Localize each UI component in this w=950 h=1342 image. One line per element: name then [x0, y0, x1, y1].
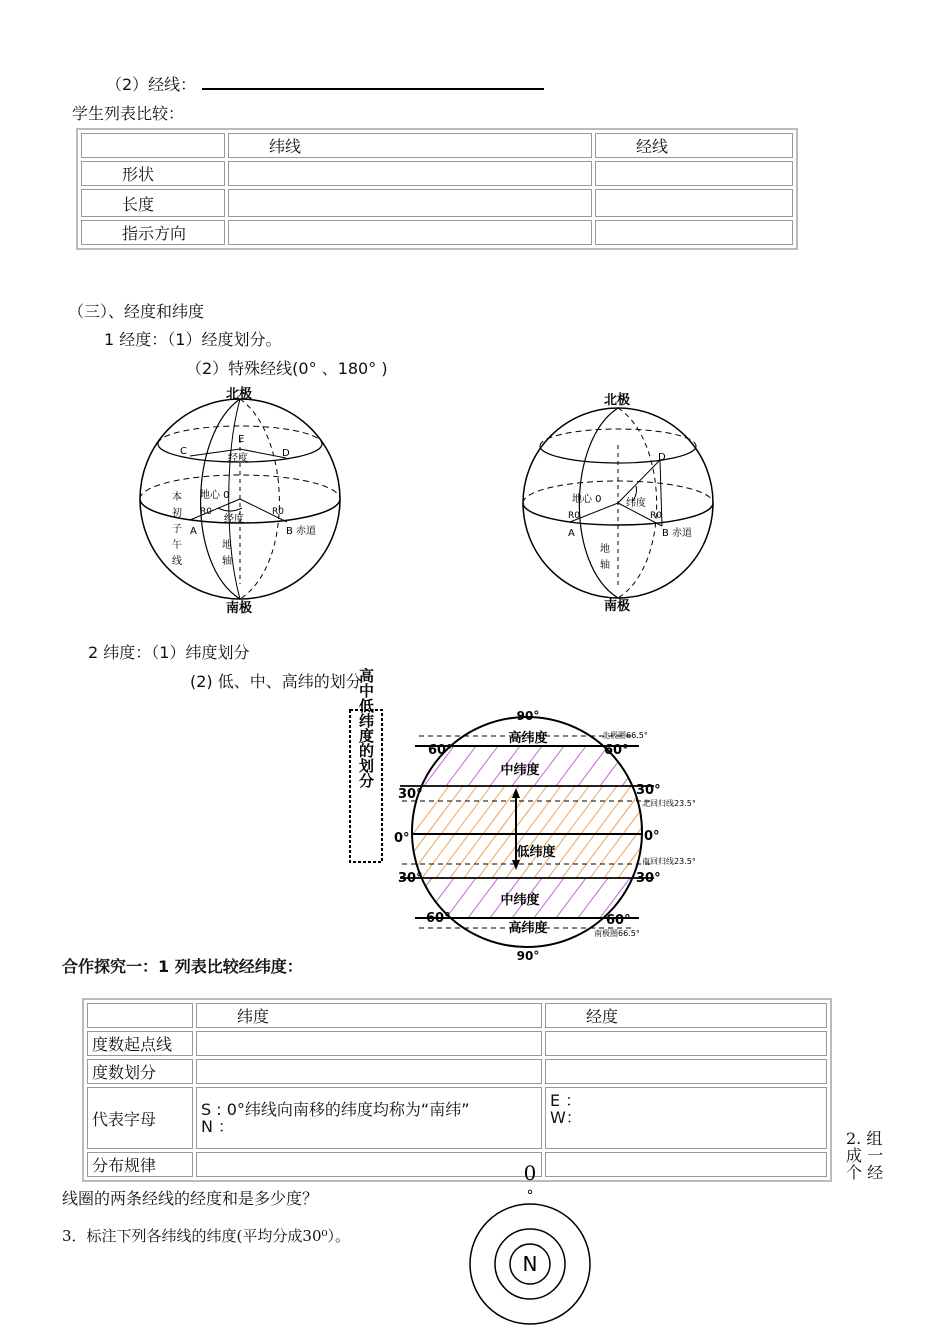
label-b: B [662, 528, 669, 539]
deg-30-ne: 30° [636, 783, 661, 798]
deg-60-ne: 60° [604, 743, 629, 758]
lon-letter-e: E ： [550, 1091, 582, 1110]
table-cell [87, 1003, 193, 1028]
q2-rest: 线圈的两条经线的经度和是多少度？ [62, 1189, 319, 1208]
label-b: B [286, 526, 293, 537]
prime-meridian-char: 午 [172, 540, 182, 551]
table-cell[interactable] [196, 1059, 542, 1084]
label-equator: 赤道 [672, 528, 692, 539]
table-header-lon: 经度 [545, 1003, 827, 1028]
tropic-cancer-label: 北回归线23.5° [642, 799, 696, 808]
table-header-lat: 纬度 [196, 1003, 542, 1028]
arctic-circle-label: 北极圈66.5° [602, 731, 648, 740]
hatch-line [666, 746, 696, 786]
zone-high-bottom: 高纬度 [508, 921, 548, 936]
table-cell[interactable] [545, 1031, 827, 1056]
label-equator: 赤道 [296, 526, 316, 537]
prime-meridian-char: 线 [172, 556, 182, 567]
label-d: D [658, 452, 666, 463]
table-lat-lon-lines [76, 128, 798, 250]
deg-60-sw: 60° [426, 911, 451, 926]
prime-meridian-char: 初 [172, 508, 182, 519]
lat-letter-n: N ： [201, 1117, 235, 1136]
label-earth-center: 地心 0 [200, 490, 230, 501]
lon-letter-w: W： [550, 1108, 582, 1127]
degree-mark: ° [526, 1188, 534, 1204]
zone-mid-top: 中纬度 [500, 763, 540, 778]
latitude-line2: (2) 低、中、高纬的划分 [190, 672, 362, 691]
label-c: C [180, 446, 187, 457]
q2-meridian-line [106, 72, 544, 95]
table-cell[interactable] [196, 1031, 542, 1056]
table-cell[interactable] [228, 189, 592, 217]
hatch-line [556, 878, 586, 918]
blank-underline[interactable] [202, 74, 544, 90]
table-cell[interactable] [595, 189, 793, 217]
label-r0b: R0 [650, 511, 662, 521]
hatch-line [556, 746, 586, 786]
north-pole-n: N [522, 1252, 538, 1276]
hatch-line [600, 878, 630, 918]
deg-0-e: 0° [644, 829, 660, 844]
zone-high-top: 高纬度 [508, 731, 548, 746]
q2-side-text [846, 1130, 883, 1181]
q2-side-line: 成 一 [846, 1146, 884, 1165]
label-a: A [568, 528, 575, 539]
q2-label: （2）经线： [106, 75, 197, 94]
lat-letter-s: S : 0°纬线向南移的纬度均称为“南纬” [201, 1100, 470, 1119]
south-pole-label: 南极 [226, 601, 253, 616]
section3-title: （三）、经度和纬度 [68, 302, 205, 321]
hatch-layer [380, 746, 757, 918]
row-label: 形状 [81, 161, 225, 186]
label-r0: R0 [200, 507, 212, 517]
polar-circles-diagram [466, 1158, 596, 1342]
globe-latitude-diagram [510, 390, 740, 616]
zone-mid-bottom: 中纬度 [500, 893, 540, 908]
row-label: 度数起点线 [87, 1031, 193, 1056]
zones-side-title: 高中低纬度的划分 [357, 668, 375, 788]
label-r0: R0 [568, 511, 580, 521]
label-d: D [282, 448, 290, 459]
hatch-line [688, 746, 718, 786]
table-cell[interactable] [595, 161, 793, 186]
deg-0-w: 0° [394, 831, 410, 846]
table-cell[interactable] [196, 1087, 542, 1149]
deg-60-se: 60° [606, 913, 631, 928]
table-row [81, 133, 793, 158]
hatch-line [578, 878, 608, 918]
table-row [87, 1152, 827, 1177]
row-label: 分布规律 [87, 1152, 193, 1177]
antarctic-circle-label: 南极圈66.5° [594, 929, 640, 938]
table-cell[interactable] [545, 1059, 827, 1084]
hatch-line [644, 746, 674, 786]
table-lat-lon-compare [82, 998, 832, 1182]
q2-side-line: 2. 组 [846, 1129, 883, 1148]
q2-side-line: 个 经 [846, 1163, 884, 1182]
zero-label: 0 [523, 1161, 537, 1185]
row-label: 长度 [81, 189, 225, 217]
zone-low: 低纬度 [516, 845, 556, 860]
label-a: A [190, 526, 197, 537]
row-label: 代表字母 [87, 1087, 193, 1149]
hatch-line [666, 878, 696, 918]
deg-90-top: 90° [516, 709, 540, 723]
hatch-line [468, 878, 498, 918]
table-cell[interactable] [228, 161, 592, 186]
deg-90-bottom: 90° [516, 949, 540, 963]
row-label: 指示方向 [81, 220, 225, 245]
table-row [87, 1031, 827, 1056]
label-axis-1: 地 [222, 540, 232, 551]
deg-30-nw: 30° [398, 787, 423, 802]
label-longitude-top: 经度 [228, 453, 248, 464]
table-cell[interactable] [228, 220, 592, 245]
table-cell[interactable] [595, 220, 793, 245]
label-earth-center: 地心 0 [572, 494, 602, 505]
prime-meridian-char: 子 [172, 524, 182, 535]
label-longitude-bottom: 经度 [224, 514, 244, 525]
tropic-capricorn-label: 南回归线23.5° [642, 857, 696, 866]
table-row [81, 220, 793, 245]
latitude-line1: 2 纬度：（1）纬度划分 [88, 643, 250, 662]
hatch-line [688, 878, 718, 918]
table-header-lat: 纬线 [228, 133, 592, 158]
row-label: 度数划分 [87, 1059, 193, 1084]
table-cell [81, 133, 225, 158]
hatch-line [468, 746, 498, 786]
label-axis-1: 地 [600, 544, 610, 555]
north-pole-label: 北极 [226, 387, 253, 402]
deg-60-nw: 60° [428, 743, 453, 758]
q3-text: 3．标注下列各纬线的纬度(平均分成30⁰）。 [62, 1227, 350, 1245]
south-pole-label: 南极 [604, 599, 631, 614]
table-row [81, 189, 793, 217]
label-r0b: R0 [272, 507, 284, 517]
label-axis-2: 轴 [600, 560, 610, 571]
label-axis-2: 轴 [222, 556, 232, 567]
globe-longitude-diagram [130, 384, 370, 616]
coop-title: 合作探究一：1 列表比较经纬度： [62, 957, 303, 976]
table-header-lon: 经线 [595, 133, 793, 158]
label-latitude: 纬度 [626, 498, 646, 509]
table-row [87, 1003, 827, 1028]
prime-meridian-char: 本 [172, 492, 182, 503]
north-pole-label: 北极 [604, 393, 631, 408]
hatch-line [380, 746, 410, 786]
table-row [87, 1087, 827, 1149]
table-cell[interactable] [545, 1087, 827, 1149]
hatch-line [688, 786, 757, 878]
label-e: E [238, 434, 245, 445]
student-compare-label: 学生列表比较： [72, 104, 185, 123]
longitude-line1: 1 经度：（1）经度划分。 [104, 330, 282, 349]
table-row [87, 1059, 827, 1084]
deg-30-sw: 30° [398, 871, 423, 886]
longitude-line2: （2）特殊经线(0° 、180° ) [186, 359, 388, 378]
latitude-zones-diagram [340, 668, 696, 963]
deg-30-se: 30° [636, 871, 661, 886]
table-row [81, 161, 793, 186]
